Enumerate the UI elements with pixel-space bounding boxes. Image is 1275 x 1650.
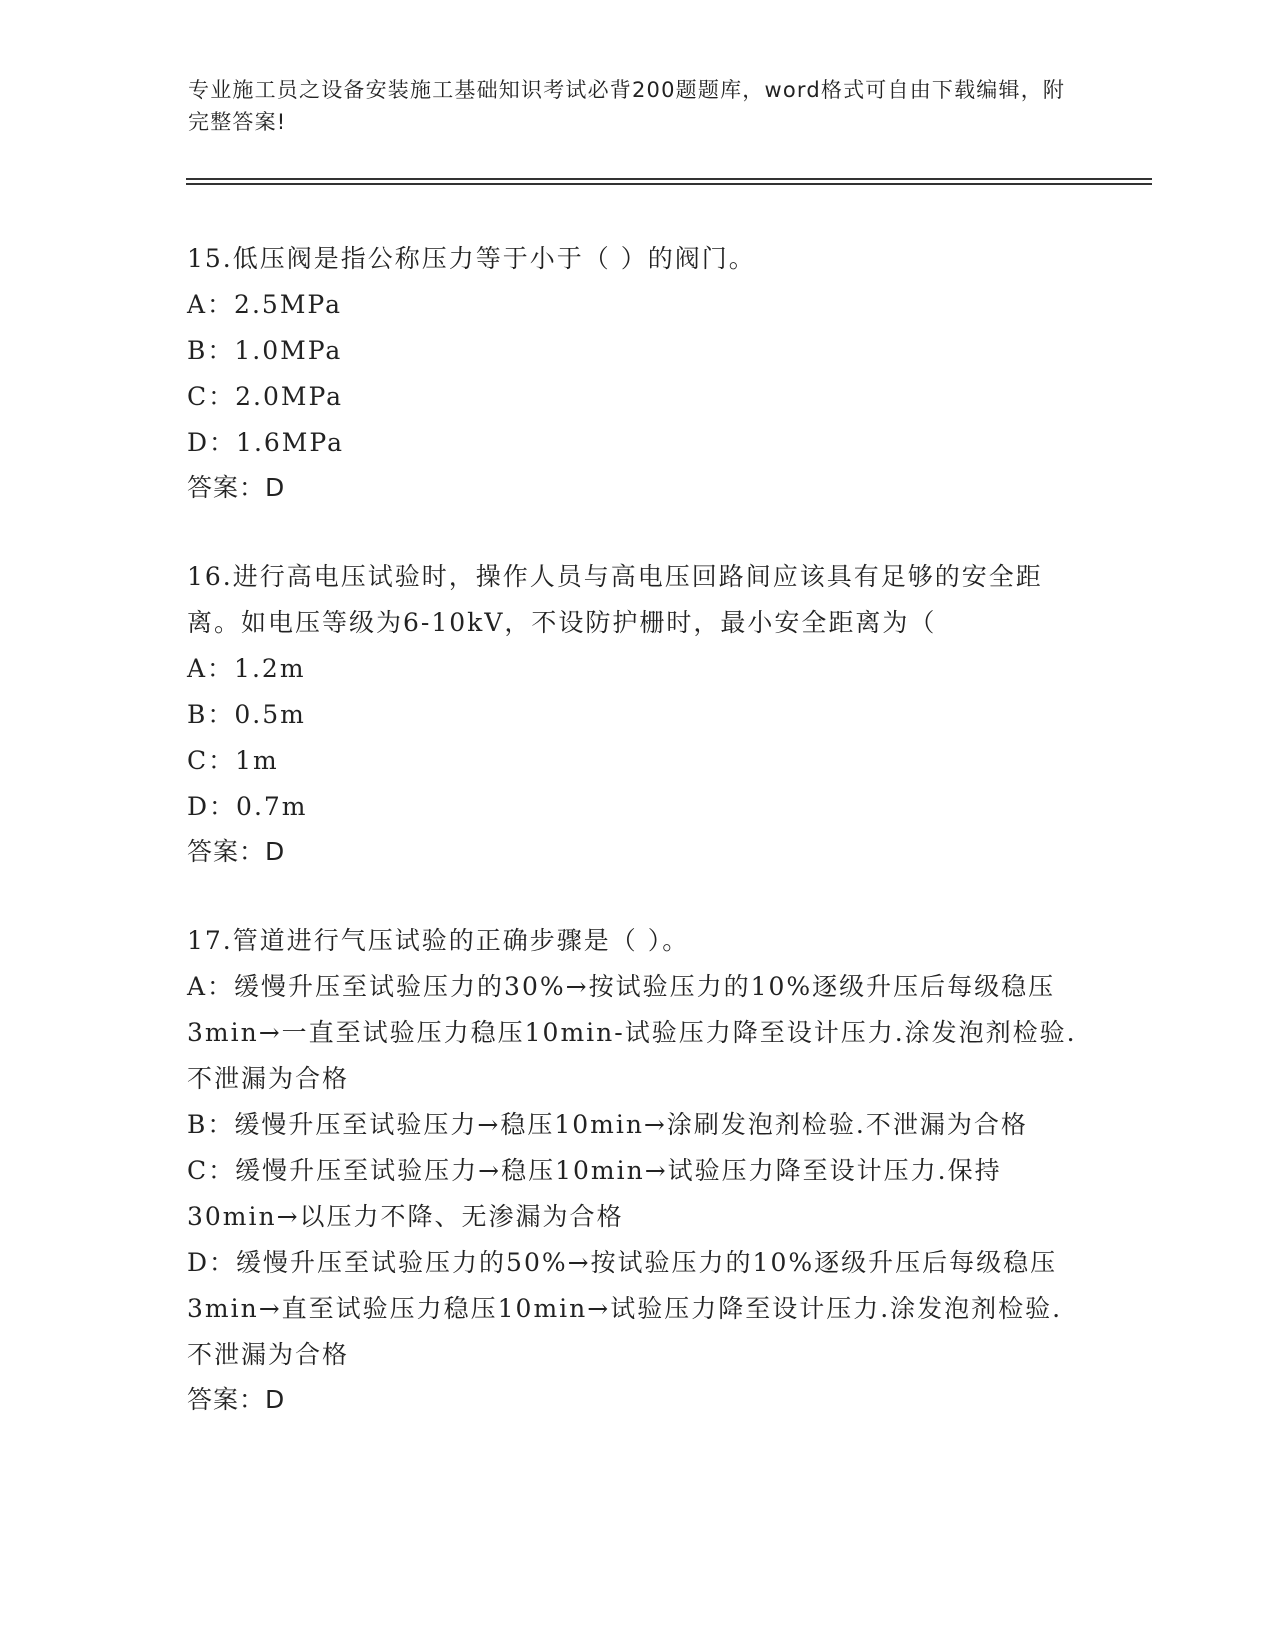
option-b: B：0.5m: [187, 700, 306, 729]
option-a: A：2.5MPa: [187, 290, 343, 319]
question-stem: 17.管道进行气压试验的正确步骤是（ ）。: [187, 926, 690, 955]
question-stem: 16.进行高电压试验时，操作人员与高电压回路间应该具有足够的安全距离。如电压等级为6-10kV，不设防护栅时，最小安全距离为（: [187, 562, 1043, 637]
option-b: B：1.0MPa: [187, 336, 343, 365]
option-a: A：1.2m: [187, 654, 306, 683]
question-17: [187, 918, 1087, 1422]
answer: 答案：D: [187, 1385, 286, 1414]
option-d: D：缓慢升压至试验压力的50%→按试验压力的10%逐级升压后每级稳压3min→直至试验压力稳压10min→试验压力降至设计压力.涂发泡剂检验.不泄漏为合格: [187, 1248, 1063, 1369]
document-title: 专业施工员之设备安装施工基础知识考试必背200题题库，word格式可自由下载编辑，附完整答案!: [188, 78, 1066, 134]
option-d: D：0.7m: [187, 792, 308, 821]
question-list: [187, 236, 1087, 1466]
header-divider-bottom: [186, 183, 1152, 185]
option-c: C：1m: [187, 746, 279, 775]
question-stem: 15.低压阀是指公称压力等于小于（ ）的阀门。: [187, 244, 756, 273]
option-c: C：缓慢升压至试验压力→稳压10min→试验压力降至设计压力.保持30min→以压力不降、无渗漏为合格: [187, 1156, 1002, 1231]
answer: 答案：D: [187, 837, 286, 866]
option-c: C：2.0MPa: [187, 382, 344, 411]
question-15: [187, 236, 1087, 510]
header-divider-top: [186, 178, 1152, 180]
question-16: [187, 554, 1087, 874]
option-d: D：1.6MPa: [187, 428, 345, 457]
option-b: B：缓慢升压至试验压力→稳压10min→涂刷发泡剂检验.不泄漏为合格: [187, 1110, 1028, 1139]
document-header: [188, 74, 1068, 138]
option-a: A：缓慢升压至试验压力的30%→按试验压力的10%逐级升压后每级稳压3min→一直至试验压力稳压10min-试验压力降至设计压力.涂发泡剂检验.不泄漏为合格: [187, 972, 1077, 1093]
answer: 答案：D: [187, 473, 286, 502]
